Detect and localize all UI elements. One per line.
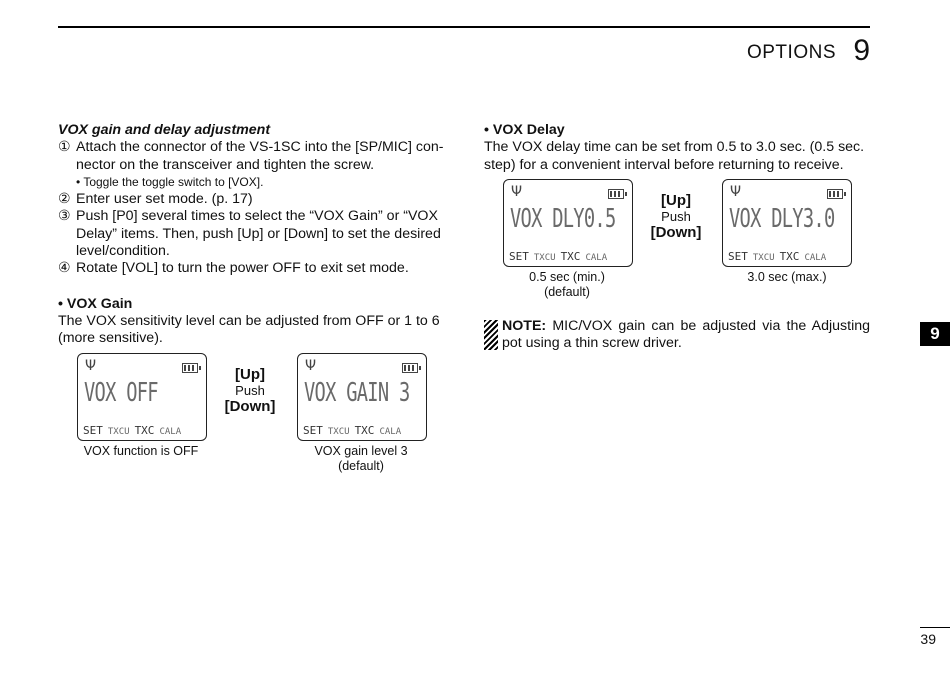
caption-vox-gain-3: VOX gain level 3 (default) [314, 444, 408, 473]
chapter-side-tab: 9 [920, 322, 950, 346]
lcd-text: VOX GAIN 3 [304, 378, 410, 408]
caption-dly-min: 0.5 sec (min.) (default) [529, 270, 605, 299]
right-column [484, 122, 870, 174]
lcd-indicator-bar: SET TXCU TXC CALA [83, 424, 182, 437]
antenna-icon: Ψ [730, 184, 742, 200]
lcd-text: VOX DLY3.0 [729, 204, 835, 234]
page-number: 39 [920, 631, 936, 647]
lcd-text: VOX OFF [84, 378, 158, 408]
key-group-right [646, 192, 706, 241]
note-hatch-icon [484, 320, 498, 350]
step-2: ② Enter user set mode. (p. 17) [58, 191, 253, 208]
lcd-indicator-bar: SET TXCU TXC CALA [509, 250, 608, 263]
antenna-icon: Ψ [305, 358, 317, 374]
lcd-vox-off [77, 353, 207, 441]
battery-icon [182, 363, 198, 373]
caption-dly-max: 3.0 sec (max.) [747, 270, 827, 284]
antenna-icon: Ψ [85, 358, 97, 374]
procedure-heading: VOX gain and delay adjustment [58, 122, 271, 138]
section-title: OPTIONS [746, 42, 836, 63]
lcd-vox-gain-3 [297, 353, 427, 441]
step-1: ① Attach the connector of the VS-1SC into the [SP/MIC] con-nector on the transceiver and tighten the screw. [58, 139, 444, 173]
antenna-icon: Ψ [511, 184, 523, 200]
left-column [58, 122, 444, 348]
lcd-vox-dly-3-0 [722, 179, 852, 267]
note-label: NOTE: [502, 318, 547, 334]
push-label: Push [661, 209, 691, 224]
down-key-label: [Down] [650, 224, 702, 241]
push-label: Push [235, 383, 265, 398]
up-key-label: [Up] [661, 192, 691, 209]
header-rule [58, 26, 870, 28]
vox-delay-heading: • VOX Delay [484, 122, 565, 138]
down-key-label: [Down] [224, 398, 276, 415]
step-4: ④ Rotate [VOL] to turn the power OFF to exit set mode. [58, 260, 409, 277]
footer-rule [920, 627, 950, 628]
lcd-indicator-bar: SET TXCU TXC CALA [728, 250, 827, 263]
note-text: MIC/VOX gain can be adjusted via the Adjusting pot using a thin screw driver. [502, 318, 871, 352]
step-3: ③ Push [P0] several times to select the “VOX Gain” or “VOX Delay” items. Then, push [Up] or [Down] to set the desired level/condition. [58, 208, 441, 260]
up-key-label: [Up] [235, 366, 265, 383]
lcd-vox-dly-0-5 [503, 179, 633, 267]
vox-gain-description: The VOX sensitivity level can be adjusted from OFF or 1 to 6 (more sensitive). [58, 312, 440, 347]
battery-icon [608, 189, 624, 199]
caption-vox-off: VOX function is OFF [83, 444, 199, 458]
step-1-subnote: • Toggle the toggle switch to [VOX]. [76, 174, 264, 189]
vox-gain-heading: • VOX Gain [58, 295, 133, 312]
battery-icon [827, 189, 843, 199]
vox-delay-description: The VOX delay time can be set from 0.5 to 3.0 sec. (0.5 sec. step) for a convenient interval before returning to receive. [484, 139, 865, 173]
lcd-indicator-bar: SET TXCU TXC CALA [303, 424, 402, 437]
note [502, 318, 870, 353]
key-group-left [220, 366, 280, 415]
lcd-text: VOX DLY0.5 [510, 204, 616, 234]
battery-icon [402, 363, 418, 373]
chapter-number: 9 [853, 34, 870, 67]
